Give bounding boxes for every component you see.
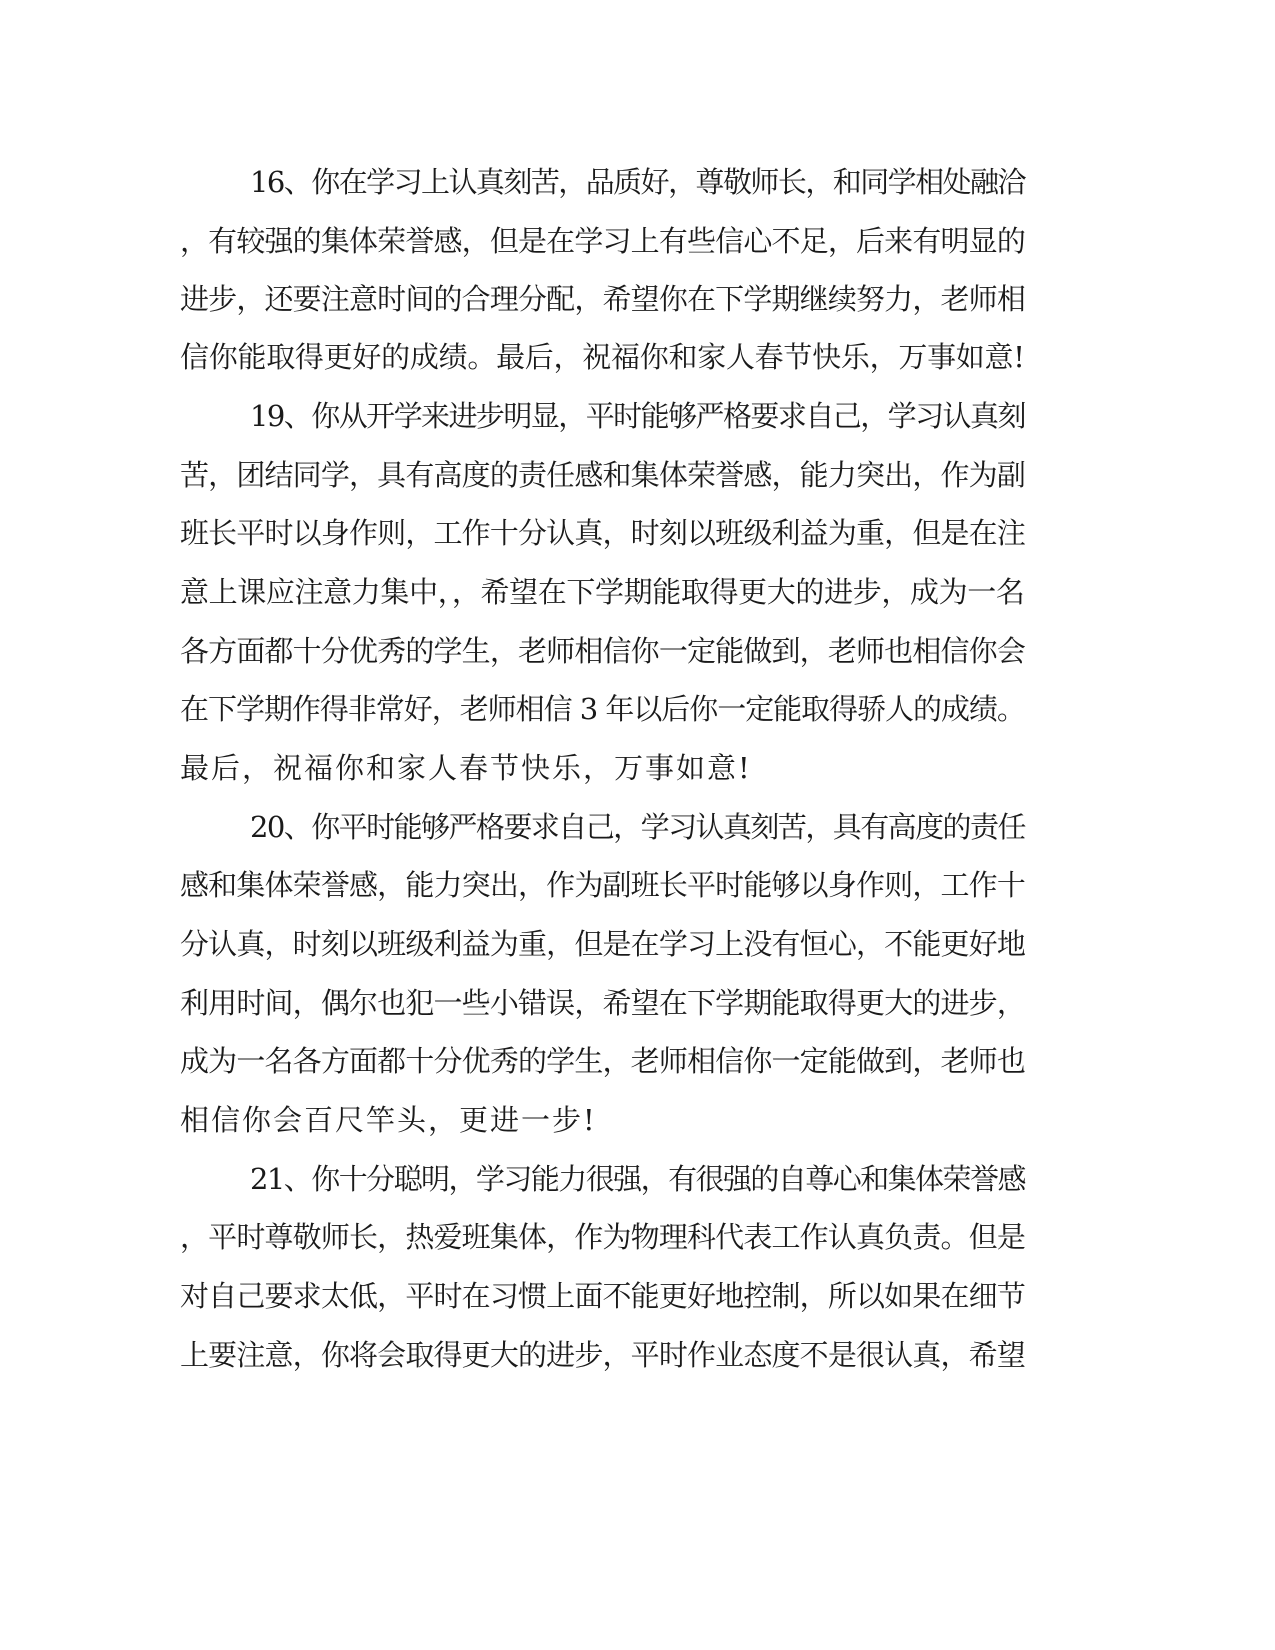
paragraph-20-line-6: 相信你会百尺竿头，更进一步! xyxy=(180,1103,597,1137)
paragraph-20-line-4: 利用时间，偶尔也犯一些小错误，希望在下学期能取得更大的进步， xyxy=(180,986,1026,1020)
paragraph-20-line-2: 感和集体荣誉感，能力突出，作为副班长平时能够以身作则，工作十 xyxy=(180,868,1026,902)
paragraph-21-line-2: ，平时尊敬师长，热爱班集体，作为物理科代表工作认真负责。但是 xyxy=(180,1220,1026,1254)
paragraph-16-line-3: 进步，还要注意时间的合理分配，希望你在下学期继续努力，老师相 xyxy=(180,282,1026,316)
paragraph-16-line-4: 信你能取得更好的成绩。最后，祝福你和家人春节快乐，万事如意! xyxy=(180,340,1025,374)
paragraph-20-line-3: 分认真，时刻以班级利益为重，但是在学习上没有恒心，不能更好地 xyxy=(180,927,1026,961)
paragraph-19-line-7: 最后，祝福你和家人春节快乐，万事如意! xyxy=(180,751,752,785)
paragraph-21-line-1: 21、你十分聪明，学习能力很强，有很强的自尊心和集体荣誉感 xyxy=(250,1162,1025,1196)
paragraph-16-line-1: 16、你在学习上认真刻苦，品质好，尊敬师长，和同学相处融洽 xyxy=(250,165,1025,199)
paragraph-19-line-3: 班长平时以身作则，工作十分认真，时刻以班级利益为重，但是在注 xyxy=(180,516,1026,550)
paragraph-19-line-5: 各方面都十分优秀的学生，老师相信你一定能做到，老师也相信你会 xyxy=(180,634,1026,668)
paragraph-19-line-2: 苦，团结同学，具有高度的责任感和集体荣誉感，能力突出，作为副 xyxy=(180,458,1026,492)
paragraph-19-line-6: 在下学期作得非常好，老师相信 3 年以后你一定能取得骄人的成绩。 xyxy=(180,692,1025,726)
paragraph-21-line-3: 对自己要求太低，平时在习惯上面不能更好地控制，所以如果在细节 xyxy=(180,1279,1026,1313)
paragraph-19-line-4: 意上课应注意力集中，，希望在下学期能取得更大的进步，成为一名 xyxy=(180,575,1025,609)
paragraph-16-line-2: ，有较强的集体荣誉感，但是在学习上有些信心不足，后来有明显的 xyxy=(180,224,1026,258)
paragraph-19-line-1: 19、你从开学来进步明显，平时能够严格要求自己，学习认真刻 xyxy=(250,399,1025,433)
paragraph-20-line-5: 成为一名各方面都十分优秀的学生，老师相信你一定能做到，老师也 xyxy=(180,1044,1026,1078)
paragraph-20-line-1: 20、你平时能够严格要求自己，学习认真刻苦，具有高度的责任 xyxy=(250,810,1025,844)
paragraph-21-line-4: 上要注意，你将会取得更大的进步，平时作业态度不是很认真，希望 xyxy=(180,1338,1026,1372)
